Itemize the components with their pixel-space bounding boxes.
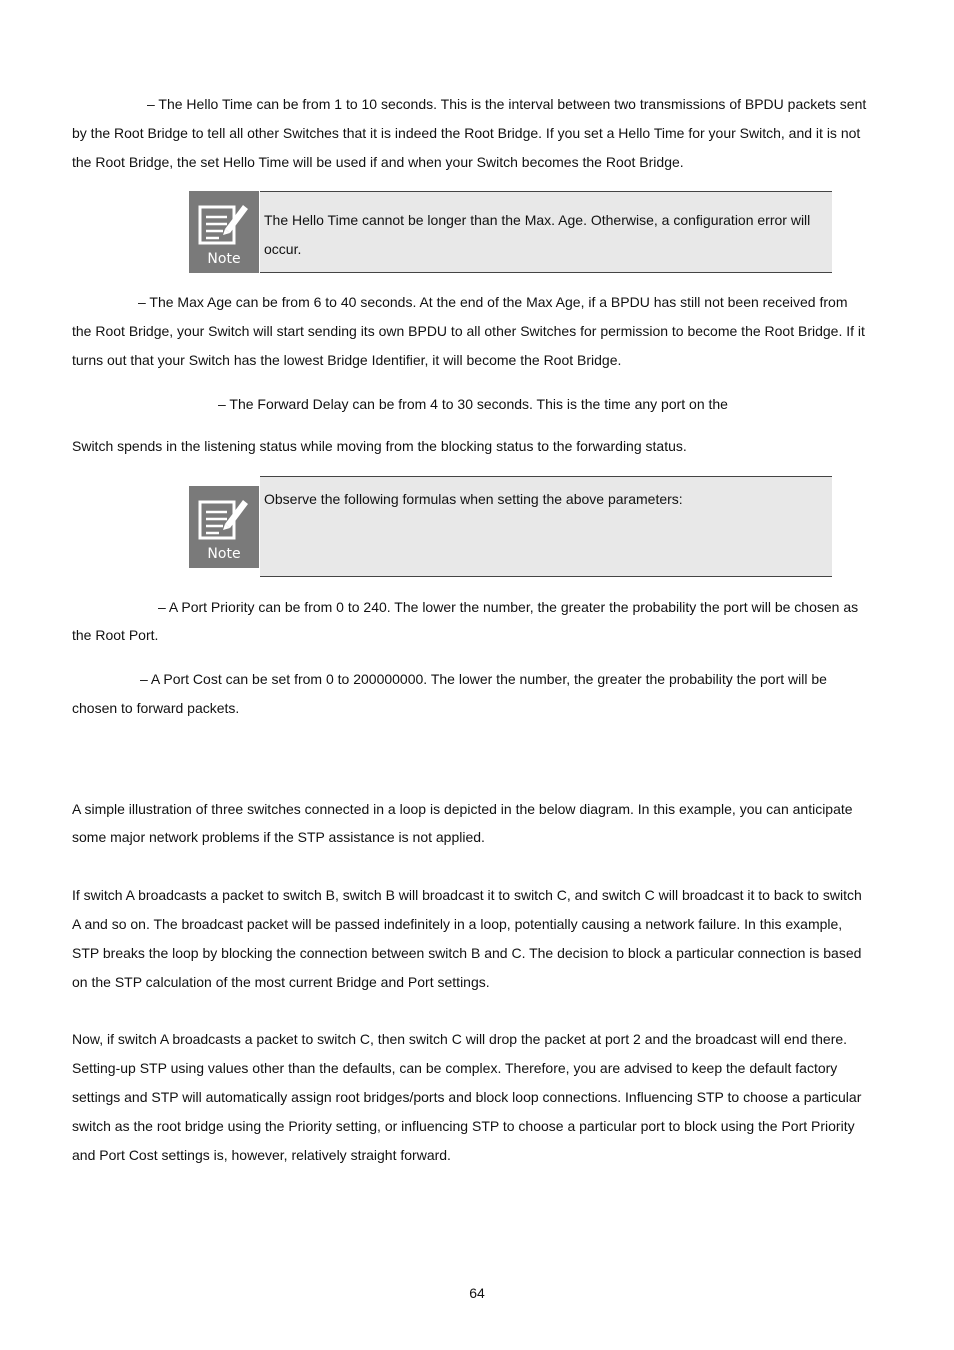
port-cost-line-2: chosen to forward packets. [72,700,240,716]
hello-time-line-1: – The Hello Time can be from 1 to 10 seconds. This is the interval between two transmissions of BPDU packets sent [147,96,867,112]
notepad-pencil-icon [197,494,251,544]
note-content [260,191,832,273]
forward-delay-line-1: – The Forward Delay can be from 4 to 30 seconds. This is the time any port on the [218,396,728,412]
para3-line-5: and Port Cost settings is, however, relatively straight forward. [72,1147,451,1163]
note-box-formulas [189,476,832,577]
note-box-hello-time [189,191,832,273]
max-age-line-2: the Root Bridge, your Switch will start sending its own BPDU to all other Switches for permission to become the Root Bridge. If it [72,323,865,339]
port-cost-line-1: – A Port Cost can be set from 0 to 200000000. The lower the number, the greater the probability the port will be [140,671,827,687]
hello-time-line-2: by the Root Bridge to tell all other Switches that it is indeed the Root Bridge. If you set a Hello Time for your Switch, and it is not [72,125,861,141]
para2-line-4: on the STP calculation of the most current Bridge and Port settings. [72,974,490,990]
para3-line-2: Setting-up STP using values other than the defaults, can be complex. Therefore, you are advised to keep the default factory [72,1060,838,1076]
para3-line-4: switch as the root bridge using the Priority setting, or influencing STP to choose a particular port to block using the Port Priority [72,1118,855,1134]
max-age-line-1: – The Max Age can be from 6 to 40 seconds. At the end of the Max Age, if a BPDU has still not been received from [138,294,848,310]
note-text: Observe the following formulas when setting the above parameters: [264,491,683,507]
port-priority-line-1: – A Port Priority can be from 0 to 240. The lower the number, the greater the probability the port will be chosen as [158,599,859,615]
note-label: Note [207,251,241,267]
note-icon [189,191,259,273]
note-icon [189,486,259,568]
note-content [260,476,832,577]
para1-line-2: some major network problems if the STP assistance is not applied. [72,829,485,845]
para2-line-2: A and so on. The broadcast packet will be passed indefinitely in a loop, potentially causing a network failure. In this example, [72,916,843,932]
max-age-line-3: turns out that your Switch has the lowest Bridge Identifier, it will become the Root Bridge. [72,352,622,368]
note-label: Note [207,546,241,562]
page-number: 64 [469,1285,485,1301]
notepad-pencil-icon [197,199,251,249]
forward-delay-line-2: Switch spends in the listening status while moving from the blocking status to the forwarding status. [72,438,687,454]
para3-line-1: Now, if switch A broadcasts a packet to switch C, then switch C will drop the packet at port 2 and the broadcast will end there. [72,1031,848,1047]
para1-line-1: A simple illustration of three switches connected in a loop is depicted in the below diagram. In this example, you can anticipate [72,801,853,817]
note-text: The Hello Time cannot be longer than the Max. Age. Otherwise, a configuration error will occur. [264,212,811,257]
hello-time-line-3: the Root Bridge, the set Hello Time will be used if and when your Switch becomes the Root Bridge. [72,154,684,170]
para3-line-3: settings and STP will automatically assign root bridges/ports and block loop connections. Influencing STP to choose a particular [72,1089,862,1105]
para2-line-1: If switch A broadcasts a packet to switch B, switch B will broadcast it to switch C, and switch C will broadcast it to back to switch [72,887,862,903]
port-priority-line-2: the Root Port. [72,627,159,643]
para2-line-3: STP breaks the loop by blocking the connection between switch B and C. The decision to block a particular connection is based [72,945,862,961]
